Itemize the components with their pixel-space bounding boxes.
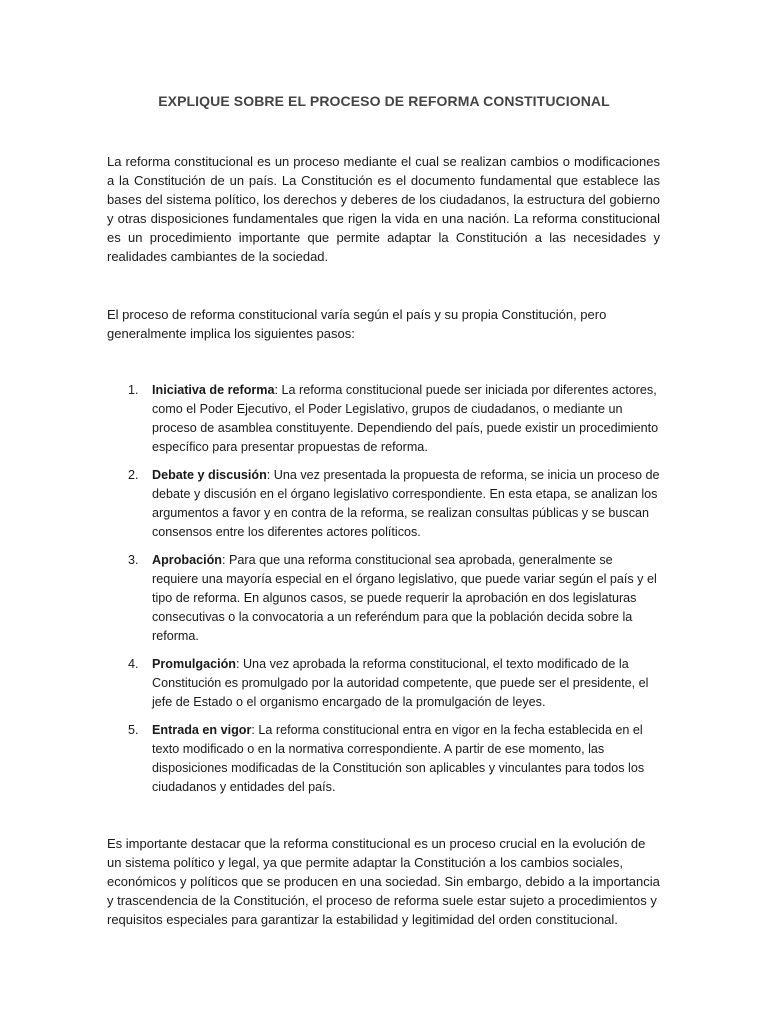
list-item [107, 721, 660, 797]
list-item-text: : Una vez aprobada la reforma constitucional, el texto modificado de la Constitución es promulgado por la autoridad competente, que puede ser el presidente, el jefe de Estado o el organismo encargado de la promulgación de leyes. [152, 657, 649, 709]
list-item-term: Entrada en vigor [152, 723, 252, 737]
list-item-term: Aprobación [152, 553, 222, 567]
list-item-number: 3. [128, 553, 139, 567]
document-title: EXPLIQUE SOBRE EL PROCESO DE REFORMA CONSTITUCIONAL [158, 93, 610, 109]
list-item-number: 2. [128, 468, 139, 482]
lead-paragraph: El proceso de reforma constitucional varía según el país y su propia Constitución, pero generalmente implica los siguientes pasos: [107, 307, 607, 341]
conclusion-paragraph: Es importante destacar que la reforma constitucional es un proceso crucial en la evolución de un sistema político y legal, ya que permite adaptar la Constitución a los cambios sociales, económicos y políticos que se producen en una sociedad. Sin embargo, debido a la importancia y trascendencia de la Constitución, el proceso de reforma suele estar sujeto a procedimientos y requisitos especiales para garantizar la estabilidad y legitimidad del orden constitucional. [107, 836, 660, 927]
list-item-term: Promulgación [152, 657, 236, 671]
list-item [107, 655, 660, 712]
intro-paragraph: La reforma constitucional es un proceso mediante el cual se realizan cambios o modificaciones a la Constitución de un país. La Constitución es el documento fundamental que establece las bases del sistema político, los derechos y deberes de los ciudadanos, la estructura del gobierno y otras disposiciones fundamentales que rigen la vida en una nación. La reforma constitucional es un procedimiento importante que permite adaptar la Constitución a las necesidades y realidades cambiantes de la sociedad. [107, 154, 660, 264]
list-item-text: : Una vez presentada la propuesta de reforma, se inicia un proceso de debate y discusión en el órgano legislativo correspondiente. En esta etapa, se analizan los argumentos a favor y en contra de la reforma, se realizan consultas públicas y se buscan consensos entre los diferentes actores políticos. [152, 468, 660, 539]
list-item-number: 4. [128, 657, 139, 671]
steps-list [107, 381, 660, 806]
list-item-text: : La reforma constitucional entra en vigor en la fecha establecida en el texto modificado o en la normativa correspondiente. A partir de ese momento, las disposiciones modificadas de la Constitución son aplicables y vinculantes para todos los ciudadanos y entidades del país. [152, 723, 645, 794]
list-item-number: 5. [128, 723, 139, 737]
list-item [107, 466, 660, 542]
list-item-text: : La reforma constitucional puede ser iniciada por diferentes actores, como el Poder Ejecutivo, el Poder Legislativo, grupos de ciudadanos, o mediante un proceso de asamblea constituyente. Dependiendo del país, puede existir un procedimiento específico para presentar propuestas de reforma. [152, 383, 659, 454]
list-item-number: 1. [128, 383, 139, 397]
list-item [107, 381, 660, 457]
list-item-term: Iniciativa de reforma [152, 383, 275, 397]
list-item [107, 551, 660, 646]
list-item-text: : Para que una reforma constitucional sea aprobada, generalmente se requiere una mayoría especial en el órgano legislativo, que puede variar según el país y el tipo de reforma. En algunos casos, se puede requerir la aprobación en dos legislaturas consecutivas o la convocatoria a un referéndum para que la población decida sobre la reforma. [152, 553, 657, 643]
list-item-term: Debate y discusión [152, 468, 267, 482]
